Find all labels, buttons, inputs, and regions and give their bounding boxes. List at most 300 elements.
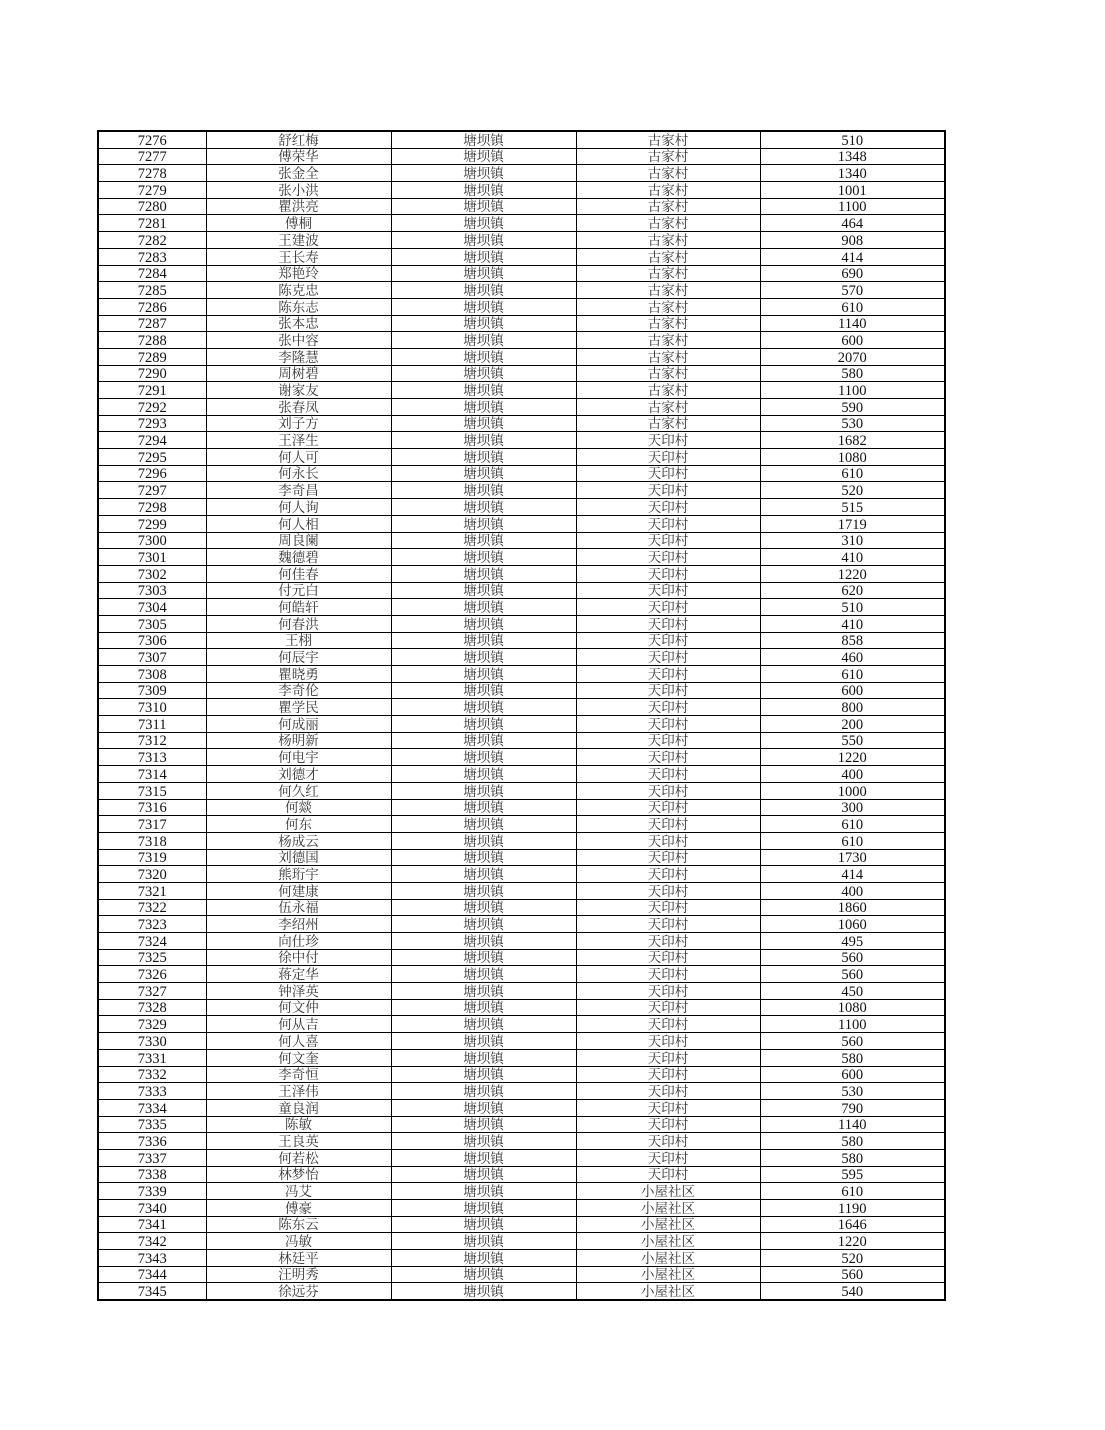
cell-village: 天印村 xyxy=(576,999,760,1016)
cell-village: 古家村 xyxy=(576,365,760,382)
cell-amount: 530 xyxy=(760,1083,945,1100)
cell-name: 冯艾 xyxy=(206,1183,391,1200)
cell-name: 何佳春 xyxy=(206,565,391,582)
cell-id: 7297 xyxy=(98,482,206,499)
cell-id: 7276 xyxy=(98,131,206,148)
cell-name: 张小洪 xyxy=(206,182,391,199)
cell-id: 7279 xyxy=(98,182,206,199)
cell-town: 塘坝镇 xyxy=(391,1099,576,1116)
cell-id: 7339 xyxy=(98,1183,206,1200)
cell-village: 天印村 xyxy=(576,1166,760,1183)
cell-id: 7333 xyxy=(98,1083,206,1100)
cell-town: 塘坝镇 xyxy=(391,315,576,332)
cell-name: 付元白 xyxy=(206,582,391,599)
table-row xyxy=(98,732,945,749)
cell-id: 7318 xyxy=(98,832,206,849)
cell-name: 王泽生 xyxy=(206,432,391,449)
cell-village: 天印村 xyxy=(576,732,760,749)
cell-name: 何文仲 xyxy=(206,999,391,1016)
cell-amount: 600 xyxy=(760,1066,945,1083)
cell-town: 塘坝镇 xyxy=(391,816,576,833)
cell-village: 天印村 xyxy=(576,849,760,866)
cell-id: 7298 xyxy=(98,499,206,516)
cell-id: 7326 xyxy=(98,966,206,983)
cell-name: 王栩 xyxy=(206,632,391,649)
cell-name: 向仕珍 xyxy=(206,933,391,950)
cell-village: 天印村 xyxy=(576,1116,760,1133)
cell-id: 7286 xyxy=(98,298,206,315)
table-row xyxy=(98,415,945,432)
cell-id: 7331 xyxy=(98,1049,206,1066)
cell-village: 古家村 xyxy=(576,131,760,148)
cell-town: 塘坝镇 xyxy=(391,599,576,616)
cell-amount: 1080 xyxy=(760,999,945,1016)
cell-town: 塘坝镇 xyxy=(391,916,576,933)
cell-amount: 1220 xyxy=(760,1233,945,1250)
cell-town: 塘坝镇 xyxy=(391,1033,576,1050)
cell-town: 塘坝镇 xyxy=(391,565,576,582)
cell-town: 塘坝镇 xyxy=(391,649,576,666)
cell-amount: 310 xyxy=(760,532,945,549)
cell-town: 塘坝镇 xyxy=(391,131,576,148)
cell-amount: 520 xyxy=(760,482,945,499)
cell-amount: 510 xyxy=(760,131,945,148)
cell-amount: 200 xyxy=(760,716,945,733)
cell-id: 7308 xyxy=(98,666,206,683)
cell-id: 7343 xyxy=(98,1250,206,1267)
cell-town: 塘坝镇 xyxy=(391,899,576,916)
cell-amount: 510 xyxy=(760,599,945,616)
cell-village: 天印村 xyxy=(576,666,760,683)
table-row xyxy=(98,499,945,516)
cell-town: 塘坝镇 xyxy=(391,1283,576,1300)
cell-amount: 1220 xyxy=(760,749,945,766)
cell-amount: 1080 xyxy=(760,449,945,466)
cell-town: 塘坝镇 xyxy=(391,532,576,549)
cell-town: 塘坝镇 xyxy=(391,699,576,716)
cell-village: 天印村 xyxy=(576,565,760,582)
cell-town: 塘坝镇 xyxy=(391,1133,576,1150)
cell-id: 7338 xyxy=(98,1166,206,1183)
cell-town: 塘坝镇 xyxy=(391,165,576,182)
cell-village: 小屋社区 xyxy=(576,1183,760,1200)
table-row xyxy=(98,782,945,799)
cell-amount: 610 xyxy=(760,832,945,849)
table-row xyxy=(98,716,945,733)
cell-village: 天印村 xyxy=(576,866,760,883)
cell-village: 天印村 xyxy=(576,615,760,632)
cell-amount: 1719 xyxy=(760,515,945,532)
cell-town: 塘坝镇 xyxy=(391,866,576,883)
cell-amount: 550 xyxy=(760,732,945,749)
table-row xyxy=(98,999,945,1016)
table-row xyxy=(98,949,945,966)
table-row xyxy=(98,933,945,950)
cell-amount: 2070 xyxy=(760,348,945,365)
cell-town: 塘坝镇 xyxy=(391,766,576,783)
cell-town: 塘坝镇 xyxy=(391,298,576,315)
cell-amount: 1100 xyxy=(760,1016,945,1033)
table-row xyxy=(98,365,945,382)
cell-amount: 610 xyxy=(760,465,945,482)
cell-town: 塘坝镇 xyxy=(391,615,576,632)
table-row xyxy=(98,599,945,616)
cell-id: 7277 xyxy=(98,148,206,165)
table-row xyxy=(98,1149,945,1166)
cell-id: 7319 xyxy=(98,849,206,866)
cell-town: 塘坝镇 xyxy=(391,382,576,399)
cell-village: 天印村 xyxy=(576,1133,760,1150)
table-row xyxy=(98,382,945,399)
cell-town: 塘坝镇 xyxy=(391,549,576,566)
cell-amount: 560 xyxy=(760,1266,945,1283)
cell-name: 傅豪 xyxy=(206,1200,391,1217)
cell-village: 古家村 xyxy=(576,198,760,215)
cell-amount: 1001 xyxy=(760,182,945,199)
table-row xyxy=(98,315,945,332)
cell-name: 冯敏 xyxy=(206,1233,391,1250)
cell-town: 塘坝镇 xyxy=(391,415,576,432)
cell-town: 塘坝镇 xyxy=(391,449,576,466)
cell-village: 天印村 xyxy=(576,632,760,649)
cell-amount: 1190 xyxy=(760,1200,945,1217)
table-row xyxy=(98,899,945,916)
cell-name: 杨成云 xyxy=(206,832,391,849)
table-row xyxy=(98,332,945,349)
cell-town: 塘坝镇 xyxy=(391,632,576,649)
cell-town: 塘坝镇 xyxy=(391,1016,576,1033)
cell-id: 7332 xyxy=(98,1066,206,1083)
cell-name: 瞿晓勇 xyxy=(206,666,391,683)
cell-name: 蒋定华 xyxy=(206,966,391,983)
cell-town: 塘坝镇 xyxy=(391,148,576,165)
cell-town: 塘坝镇 xyxy=(391,1066,576,1083)
cell-name: 何人可 xyxy=(206,449,391,466)
cell-id: 7300 xyxy=(98,532,206,549)
cell-amount: 414 xyxy=(760,866,945,883)
cell-town: 塘坝镇 xyxy=(391,849,576,866)
cell-id: 7301 xyxy=(98,549,206,566)
cell-village: 古家村 xyxy=(576,399,760,416)
cell-village: 天印村 xyxy=(576,916,760,933)
cell-id: 7310 xyxy=(98,699,206,716)
table-row xyxy=(98,866,945,883)
cell-village: 天印村 xyxy=(576,532,760,549)
cell-name: 谢家友 xyxy=(206,382,391,399)
cell-name: 王建波 xyxy=(206,232,391,249)
cell-id: 7280 xyxy=(98,198,206,215)
cell-town: 塘坝镇 xyxy=(391,983,576,1000)
cell-amount: 515 xyxy=(760,499,945,516)
cell-name: 王长寿 xyxy=(206,248,391,265)
cell-town: 塘坝镇 xyxy=(391,1250,576,1267)
cell-id: 7287 xyxy=(98,315,206,332)
cell-village: 天印村 xyxy=(576,766,760,783)
cell-town: 塘坝镇 xyxy=(391,282,576,299)
cell-id: 7315 xyxy=(98,782,206,799)
cell-village: 天印村 xyxy=(576,482,760,499)
cell-name: 何春洪 xyxy=(206,615,391,632)
table-row xyxy=(98,449,945,466)
cell-village: 天印村 xyxy=(576,582,760,599)
cell-name: 杨明新 xyxy=(206,732,391,749)
cell-id: 7340 xyxy=(98,1200,206,1217)
cell-name: 熊珩宇 xyxy=(206,866,391,883)
cell-village: 古家村 xyxy=(576,315,760,332)
cell-amount: 300 xyxy=(760,799,945,816)
cell-town: 塘坝镇 xyxy=(391,716,576,733)
cell-amount: 1220 xyxy=(760,565,945,582)
table-row xyxy=(98,1233,945,1250)
table-row xyxy=(98,615,945,632)
cell-id: 7293 xyxy=(98,415,206,432)
table-row xyxy=(98,649,945,666)
cell-id: 7323 xyxy=(98,916,206,933)
cell-town: 塘坝镇 xyxy=(391,882,576,899)
cell-village: 天印村 xyxy=(576,449,760,466)
cell-id: 7324 xyxy=(98,933,206,950)
cell-village: 天印村 xyxy=(576,816,760,833)
cell-amount: 1140 xyxy=(760,1116,945,1133)
cell-id: 7336 xyxy=(98,1133,206,1150)
cell-id: 7303 xyxy=(98,582,206,599)
cell-amount: 1000 xyxy=(760,782,945,799)
table-row xyxy=(98,916,945,933)
table-row xyxy=(98,1049,945,1066)
cell-id: 7299 xyxy=(98,515,206,532)
cell-town: 塘坝镇 xyxy=(391,799,576,816)
cell-id: 7328 xyxy=(98,999,206,1016)
cell-town: 塘坝镇 xyxy=(391,499,576,516)
table-row xyxy=(98,1250,945,1267)
table-row xyxy=(98,265,945,282)
cell-id: 7312 xyxy=(98,732,206,749)
table-row xyxy=(98,832,945,849)
cell-name: 张本忠 xyxy=(206,315,391,332)
cell-amount: 410 xyxy=(760,549,945,566)
cell-village: 天印村 xyxy=(576,1099,760,1116)
cell-amount: 580 xyxy=(760,365,945,382)
cell-village: 古家村 xyxy=(576,215,760,232)
cell-amount: 1060 xyxy=(760,916,945,933)
cell-town: 塘坝镇 xyxy=(391,399,576,416)
cell-village: 天印村 xyxy=(576,499,760,516)
cell-amount: 560 xyxy=(760,949,945,966)
table-row xyxy=(98,1283,945,1300)
cell-id: 7282 xyxy=(98,232,206,249)
cell-name: 钟泽英 xyxy=(206,983,391,1000)
cell-name: 陈东云 xyxy=(206,1216,391,1233)
table-row xyxy=(98,131,945,148)
table-row xyxy=(98,1016,945,1033)
cell-village: 古家村 xyxy=(576,348,760,365)
table-row xyxy=(98,1200,945,1217)
cell-id: 7283 xyxy=(98,248,206,265)
cell-name: 汪明秀 xyxy=(206,1266,391,1283)
cell-amount: 690 xyxy=(760,265,945,282)
cell-name: 何人相 xyxy=(206,515,391,532)
table-row xyxy=(98,582,945,599)
cell-amount: 580 xyxy=(760,1049,945,1066)
table-row xyxy=(98,1166,945,1183)
cell-name: 周树碧 xyxy=(206,365,391,382)
table-row xyxy=(98,565,945,582)
cell-village: 小屋社区 xyxy=(576,1216,760,1233)
cell-amount: 790 xyxy=(760,1099,945,1116)
cell-amount: 1682 xyxy=(760,432,945,449)
cell-id: 7304 xyxy=(98,599,206,616)
cell-id: 7294 xyxy=(98,432,206,449)
cell-amount: 595 xyxy=(760,1166,945,1183)
cell-name: 林廷平 xyxy=(206,1250,391,1267)
cell-name: 何文奎 xyxy=(206,1049,391,1066)
table-row xyxy=(98,1033,945,1050)
cell-name: 李奇昌 xyxy=(206,482,391,499)
cell-village: 古家村 xyxy=(576,265,760,282)
cell-village: 天印村 xyxy=(576,1066,760,1083)
cell-village: 小屋社区 xyxy=(576,1283,760,1300)
cell-village: 天印村 xyxy=(576,465,760,482)
cell-town: 塘坝镇 xyxy=(391,1083,576,1100)
cell-village: 天印村 xyxy=(576,983,760,1000)
table-row xyxy=(98,1216,945,1233)
table-row xyxy=(98,766,945,783)
cell-id: 7309 xyxy=(98,682,206,699)
cell-name: 徐中付 xyxy=(206,949,391,966)
cell-village: 天印村 xyxy=(576,1049,760,1066)
cell-name: 何建康 xyxy=(206,882,391,899)
cell-village: 天印村 xyxy=(576,515,760,532)
table-row xyxy=(98,666,945,683)
cell-town: 塘坝镇 xyxy=(391,182,576,199)
cell-name: 郑艳玲 xyxy=(206,265,391,282)
cell-amount: 858 xyxy=(760,632,945,649)
cell-id: 7334 xyxy=(98,1099,206,1116)
cell-amount: 460 xyxy=(760,649,945,666)
cell-amount: 560 xyxy=(760,966,945,983)
cell-town: 塘坝镇 xyxy=(391,1233,576,1250)
cell-town: 塘坝镇 xyxy=(391,465,576,482)
cell-id: 7317 xyxy=(98,816,206,833)
cell-name: 刘德国 xyxy=(206,849,391,866)
cell-village: 古家村 xyxy=(576,232,760,249)
cell-village: 古家村 xyxy=(576,165,760,182)
cell-village: 天印村 xyxy=(576,749,760,766)
table-row xyxy=(98,1266,945,1283)
cell-village: 天印村 xyxy=(576,966,760,983)
cell-amount: 400 xyxy=(760,882,945,899)
cell-amount: 800 xyxy=(760,699,945,716)
cell-amount: 1140 xyxy=(760,315,945,332)
cell-name: 李隆慧 xyxy=(206,348,391,365)
cell-amount: 590 xyxy=(760,399,945,416)
cell-name: 刘子方 xyxy=(206,415,391,432)
cell-id: 7342 xyxy=(98,1233,206,1250)
table-row xyxy=(98,465,945,482)
cell-amount: 414 xyxy=(760,248,945,265)
cell-id: 7278 xyxy=(98,165,206,182)
cell-name: 陈敏 xyxy=(206,1116,391,1133)
cell-village: 天印村 xyxy=(576,782,760,799)
cell-village: 古家村 xyxy=(576,282,760,299)
table-body xyxy=(98,131,945,1300)
table-row xyxy=(98,348,945,365)
cell-town: 塘坝镇 xyxy=(391,232,576,249)
cell-amount: 1646 xyxy=(760,1216,945,1233)
cell-town: 塘坝镇 xyxy=(391,1049,576,1066)
cell-village: 天印村 xyxy=(576,699,760,716)
cell-name: 童良润 xyxy=(206,1099,391,1116)
cell-village: 天印村 xyxy=(576,799,760,816)
cell-amount: 620 xyxy=(760,582,945,599)
cell-name: 何成丽 xyxy=(206,716,391,733)
cell-amount: 400 xyxy=(760,766,945,783)
cell-town: 塘坝镇 xyxy=(391,933,576,950)
cell-name: 陈克忠 xyxy=(206,282,391,299)
cell-id: 7335 xyxy=(98,1116,206,1133)
cell-id: 7307 xyxy=(98,649,206,666)
cell-village: 天印村 xyxy=(576,599,760,616)
cell-amount: 610 xyxy=(760,1183,945,1200)
cell-town: 塘坝镇 xyxy=(391,348,576,365)
cell-amount: 450 xyxy=(760,983,945,1000)
cell-id: 7341 xyxy=(98,1216,206,1233)
cell-village: 古家村 xyxy=(576,248,760,265)
cell-village: 天印村 xyxy=(576,882,760,899)
cell-village: 天印村 xyxy=(576,1083,760,1100)
cell-name: 王良英 xyxy=(206,1133,391,1150)
cell-name: 舒红梅 xyxy=(206,131,391,148)
cell-town: 塘坝镇 xyxy=(391,1200,576,1217)
cell-town: 塘坝镇 xyxy=(391,582,576,599)
cell-name: 何辰宇 xyxy=(206,649,391,666)
cell-town: 塘坝镇 xyxy=(391,1149,576,1166)
table-row xyxy=(98,849,945,866)
cell-id: 7292 xyxy=(98,399,206,416)
cell-town: 塘坝镇 xyxy=(391,832,576,849)
cell-town: 塘坝镇 xyxy=(391,515,576,532)
cell-amount: 540 xyxy=(760,1283,945,1300)
cell-town: 塘坝镇 xyxy=(391,732,576,749)
cell-amount: 1730 xyxy=(760,849,945,866)
cell-town: 塘坝镇 xyxy=(391,1116,576,1133)
cell-amount: 570 xyxy=(760,282,945,299)
cell-amount: 410 xyxy=(760,615,945,632)
cell-name: 瞿学民 xyxy=(206,699,391,716)
table-row xyxy=(98,1066,945,1083)
cell-town: 塘坝镇 xyxy=(391,332,576,349)
cell-id: 7288 xyxy=(98,332,206,349)
cell-id: 7296 xyxy=(98,465,206,482)
cell-name: 何从吉 xyxy=(206,1016,391,1033)
cell-town: 塘坝镇 xyxy=(391,966,576,983)
cell-name: 魏德碧 xyxy=(206,549,391,566)
cell-name: 何电宇 xyxy=(206,749,391,766)
cell-town: 塘坝镇 xyxy=(391,215,576,232)
table-row xyxy=(98,148,945,165)
cell-village: 小屋社区 xyxy=(576,1266,760,1283)
cell-amount: 600 xyxy=(760,682,945,699)
cell-id: 7311 xyxy=(98,716,206,733)
cell-name: 张春凤 xyxy=(206,399,391,416)
table-row xyxy=(98,182,945,199)
cell-name: 李奇伦 xyxy=(206,682,391,699)
cell-village: 小屋社区 xyxy=(576,1250,760,1267)
cell-town: 塘坝镇 xyxy=(391,198,576,215)
cell-id: 7314 xyxy=(98,766,206,783)
cell-town: 塘坝镇 xyxy=(391,782,576,799)
cell-name: 张中容 xyxy=(206,332,391,349)
